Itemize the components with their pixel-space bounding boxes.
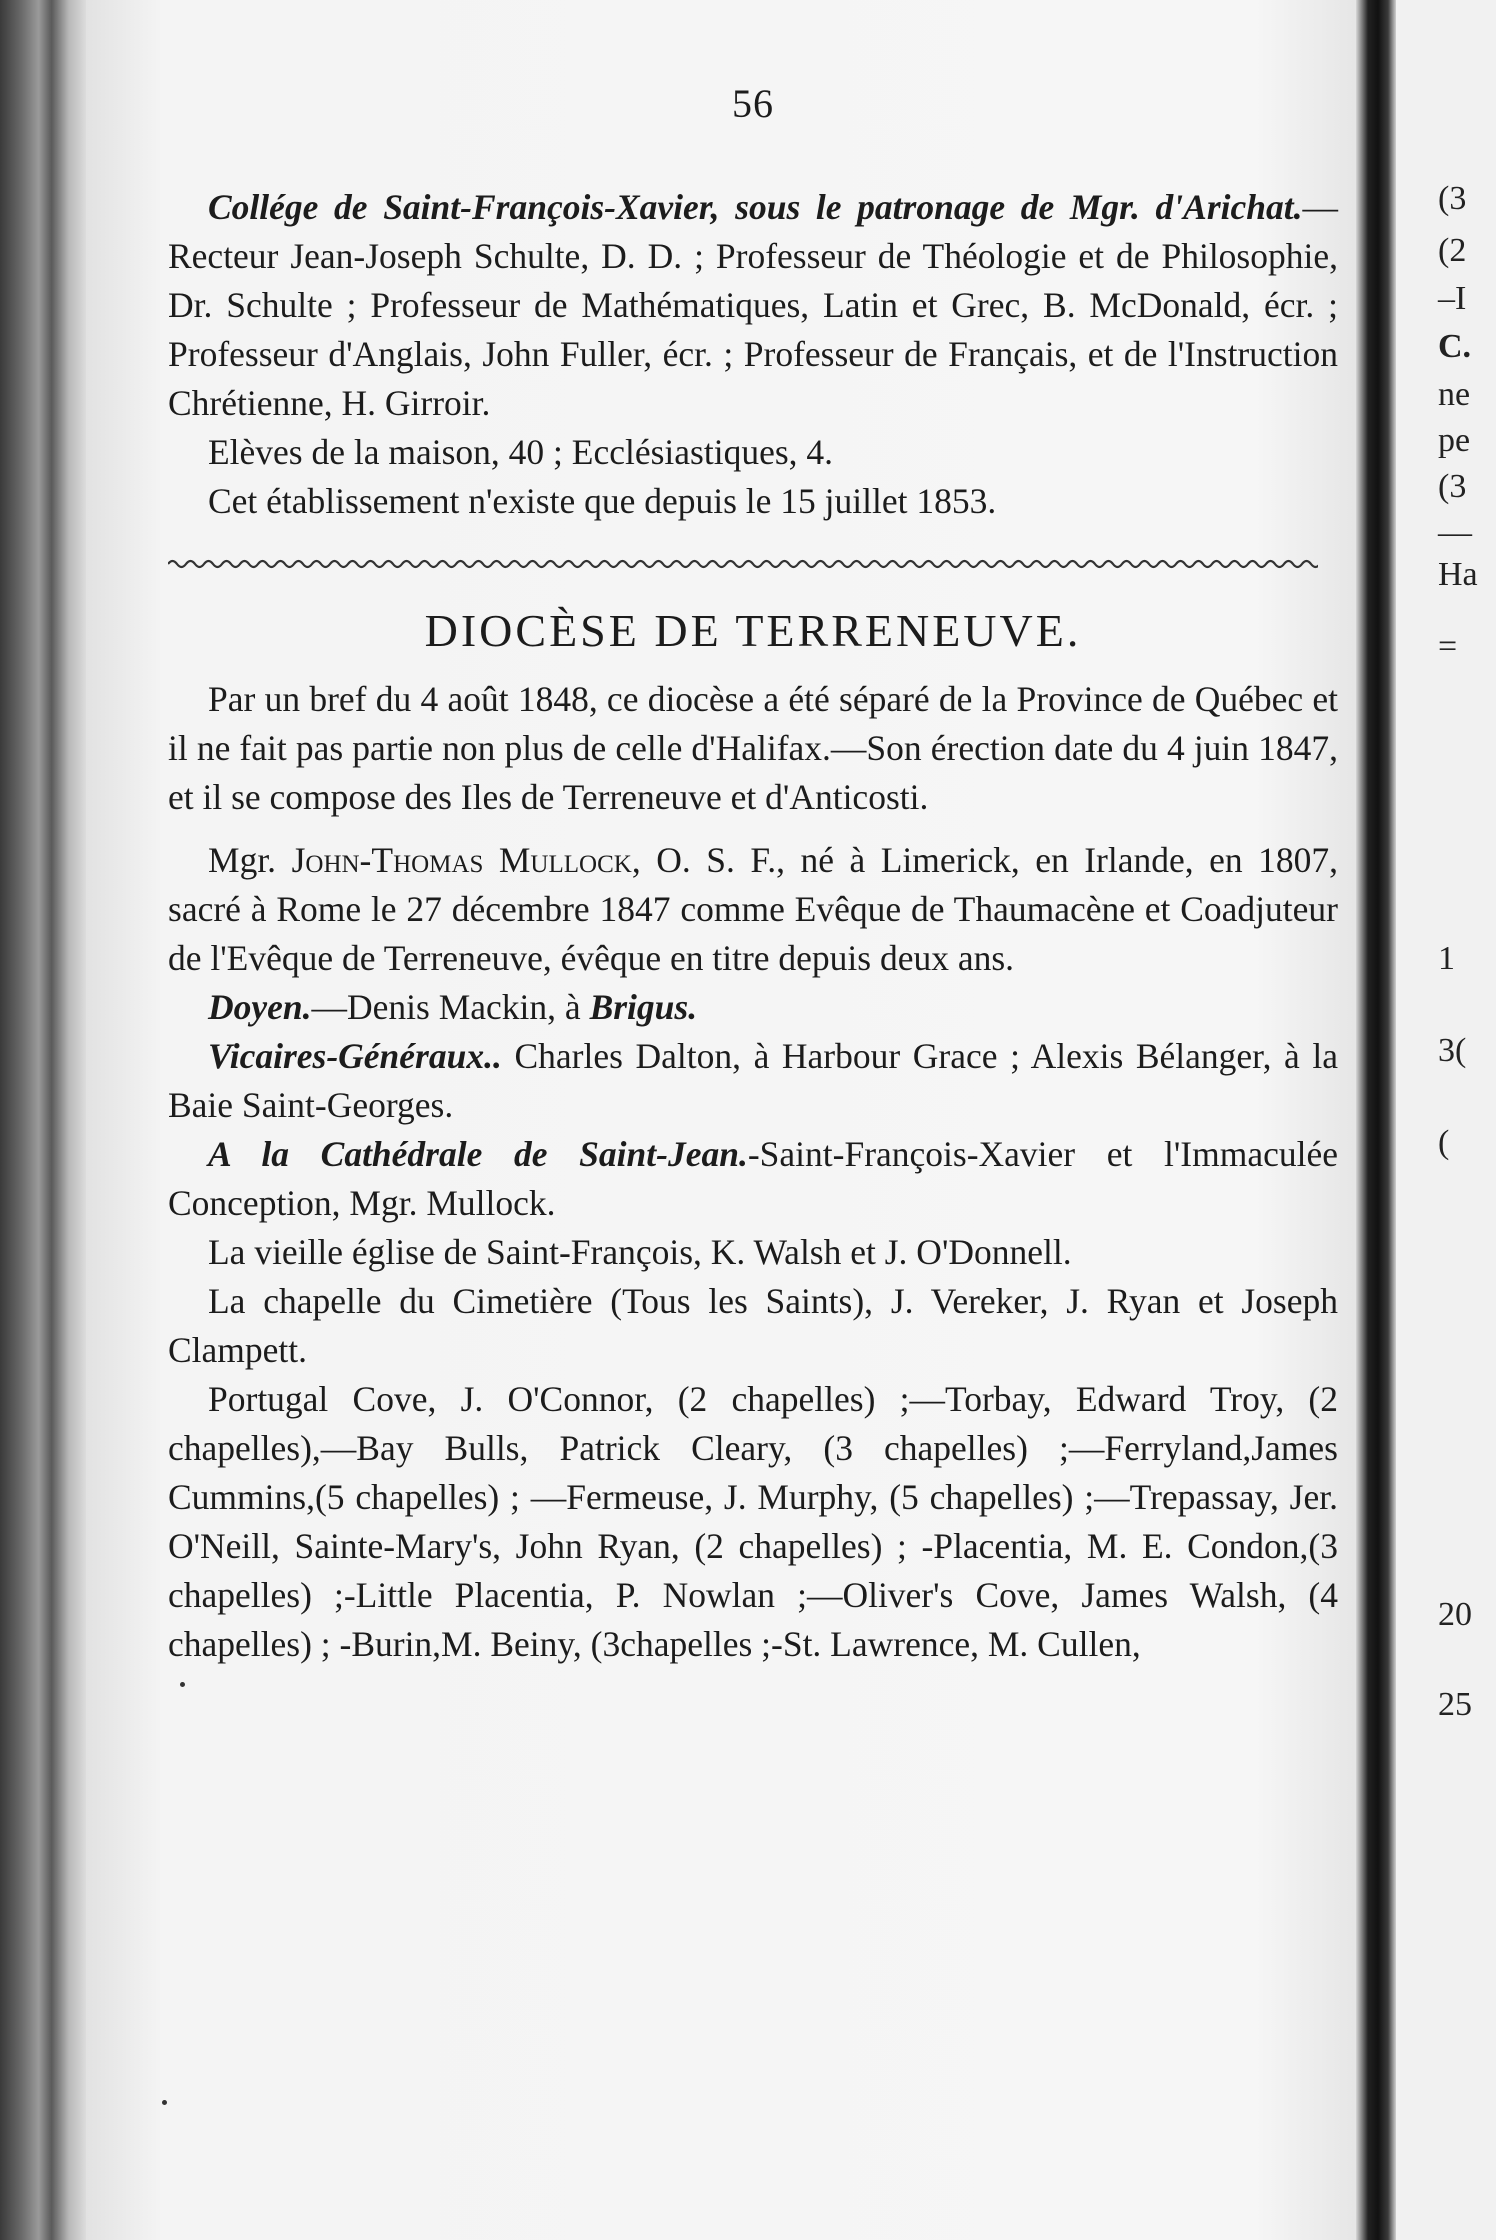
cathedrale-label: A la Cathédrale de Saint-Jean. xyxy=(208,1134,748,1174)
bishop-paragraph xyxy=(168,836,1338,983)
facing-fragment: 3( xyxy=(1438,1032,1467,1069)
facing-fragment: (3 xyxy=(1438,468,1467,505)
wavy-divider-line xyxy=(168,554,1318,574)
college-established: Cet établissement n'existe que depuis le 15 juillet 1853. xyxy=(208,481,997,521)
doyen-label: Doyen. xyxy=(208,987,312,1027)
vicaires-text: Charles Dalton, à Harbour Grace ; Alexis Bélanger, à la Baie Saint-Georges. xyxy=(168,1036,1338,1125)
college-patron: de Mgr. d'Arichat. xyxy=(1020,187,1303,227)
facing-fragment: (2 xyxy=(1438,232,1467,269)
facing-fragment: pe xyxy=(1438,422,1471,459)
college-students: Elèves de la maison, 40 ; Ecclésiastiques, 4. xyxy=(208,432,834,472)
book-spine xyxy=(0,0,86,2240)
diocese-heading: DIOCÈSE DE TERRENEUVE. xyxy=(424,605,1082,656)
facing-fragment: 1 xyxy=(1438,940,1455,977)
facing-fragment: — xyxy=(1438,514,1472,551)
book-gutter xyxy=(1356,0,1396,2240)
doyen-text: —Denis Mackin, à xyxy=(311,987,590,1027)
facing-fragment: ne xyxy=(1438,376,1471,413)
facing-fragment: ( xyxy=(1438,1124,1450,1161)
vieille-eglise-paragraph: La vieille église de Saint-François, K. Walsh et J. O'Donnell. xyxy=(208,1232,1072,1272)
wavy-divider xyxy=(168,554,1338,574)
vicaires-paragraph xyxy=(168,1032,1338,1130)
bishop-biography: , O. S. F., né à Limerick, en Irlande, en 1807, sacré à Rome le 27 décembre 1847 comme Evêque de Thaumacène et Coadjuteur de l'Evêque de Terreneuve, évêque en titre depuis deux ans. xyxy=(168,840,1339,978)
doyen-place: Brigus. xyxy=(589,987,698,1027)
vicaires-label: Vicaires-Généraux.. xyxy=(208,1036,502,1076)
page-text xyxy=(168,80,1338,1669)
bishop-name: John-Thomas Mullock xyxy=(291,840,632,880)
college-title: Collége de Saint-François-Xavier, sous le patronage xyxy=(208,187,1006,227)
ink-speck xyxy=(180,1682,185,1687)
diocese-intro: Par un bref du 4 août 1848, ce diocèse a été séparé de la Province de Québec et il ne fait pas partie non plus de celle d'Halifax.—Son érection date du 4 juin 1847, et il se compose des Iles de Terreneuve et d'Anticosti. xyxy=(168,679,1338,817)
cathedrale-text: -Saint-François-Xavier et l'Immaculée Conception, Mgr. Mullock. xyxy=(168,1134,1338,1223)
college-paragraph xyxy=(168,183,1338,428)
bishop-prefix: Mgr. xyxy=(208,840,277,880)
chapelle-cimetiere-paragraph: La chapelle du Cimetière (Tous les Saints), J. Vereker, J. Ryan et Joseph Clampett. xyxy=(168,1281,1338,1370)
page-number: 56 xyxy=(732,81,774,126)
facing-fragment: –I xyxy=(1438,280,1467,317)
college-staff: —Recteur Jean-Joseph Schulte, D. D. ; Professeur de Théologie et de Philosophie, Dr. Schulte ; Professeur de Mathématiques, Latin et Grec, B. McDonald, écr. ; Professeur d'Anglais, John Fuller, écr. ; Professeur de Français, et de l'Instruction Chrétienne, H. Girroir. xyxy=(168,187,1338,423)
doyen-paragraph xyxy=(168,983,1338,1032)
facing-fragment: (3 xyxy=(1438,180,1467,217)
facing-fragment: Ha xyxy=(1438,556,1478,593)
facing-fragment: = xyxy=(1438,628,1458,665)
facing-fragment: C. xyxy=(1438,328,1472,365)
ink-speck xyxy=(162,2100,167,2105)
parishes-paragraph: Portugal Cove, J. O'Connor, (2 chapelles) ;—Torbay, Edward Troy, (2 chapelles),—Bay Bulls, Patrick Cleary, (3 chapelles) ;—Ferryland,James Cummins,(5 chapelles) ; —Fermeuse, J. Murphy, (5 chapelles) ;—Trepassay, Jer. O'Neill, Sainte-Mary's, John Ryan, (2 chapelles) ; -Placentia, M. E. Condon,(3 chapelles) ;-Little Placentia, P. Nowlan ;—Oliver's Cove, James Walsh, (4 chapelles) ; -Burin,M. Beiny, (3chapelles ;-St. Lawrence, M. Cullen, xyxy=(168,1379,1338,1664)
cathedrale-paragraph xyxy=(168,1130,1338,1228)
facing-page xyxy=(1396,0,1496,2240)
facing-fragment: 25 xyxy=(1438,1686,1472,1723)
facing-fragment: 20 xyxy=(1438,1596,1472,1633)
